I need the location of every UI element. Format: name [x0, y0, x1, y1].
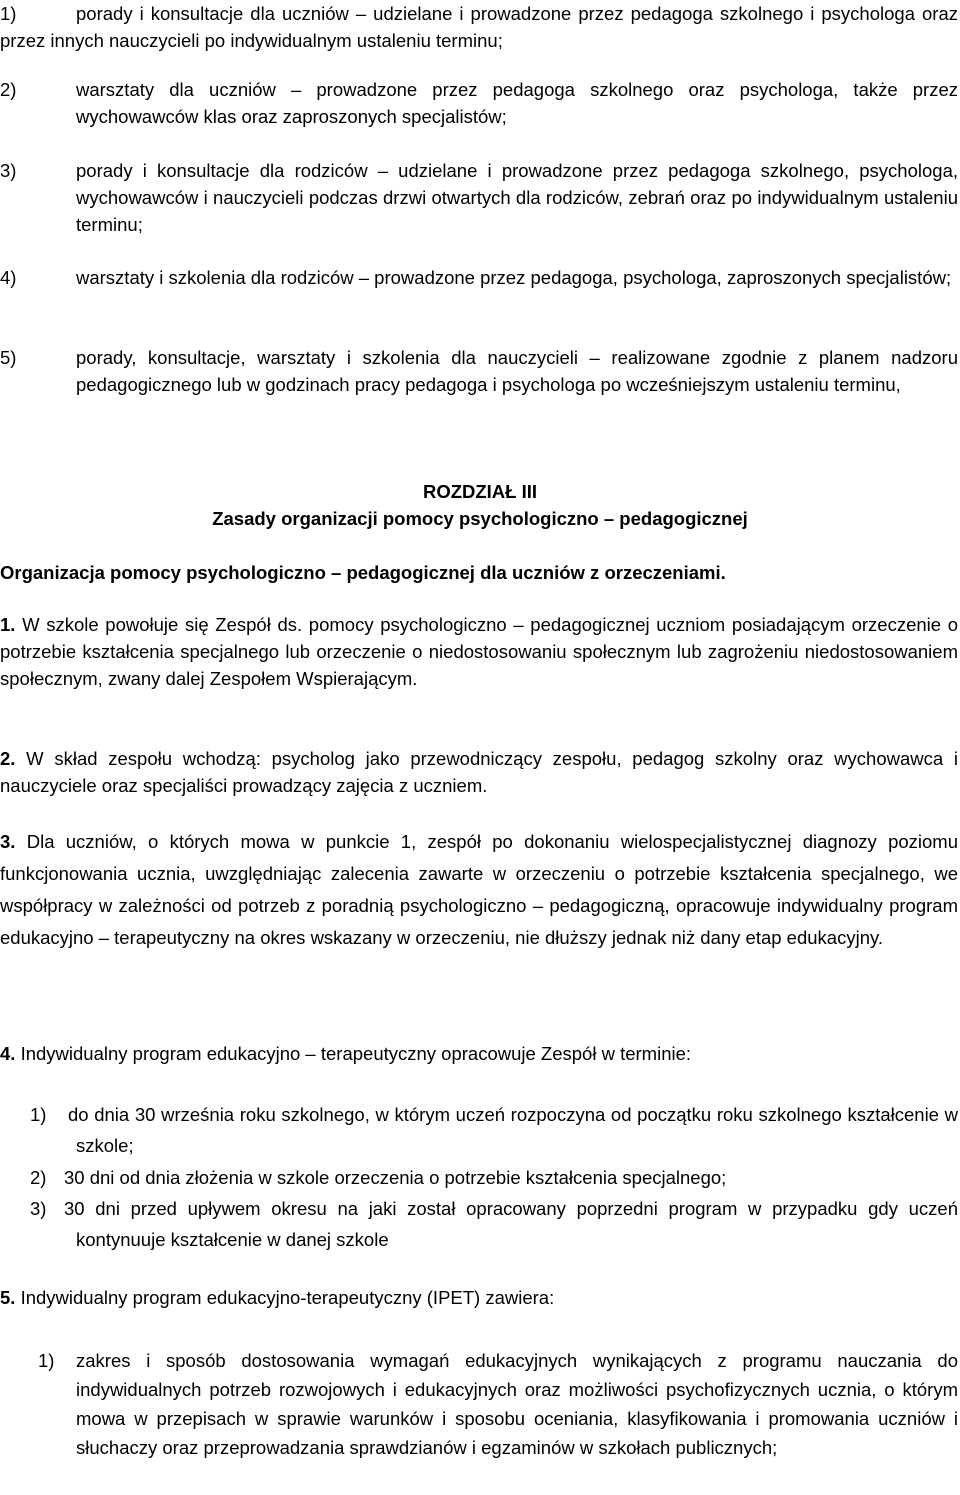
paragraph-text: Indywidualny program edukacyjno – terapeutyczny opracowuje Zespół w terminie:: [20, 1043, 692, 1064]
list-item-text: zakres i sposób dostosowania wymagań edukacyjnych wynikających z programu nauczania do indywidualnych potrzeb rozwojowych i edukacyjnych oraz możliwości psychofizycznych ucznia, o którym mowa w przepisach w sprawie warunków i sposobu oceniania, klasyfikowania i promowania uczniów i słuchaczy oraz przeprowadzania sprawdzianów i egzaminów w szkołach publicznych;: [76, 1350, 958, 1458]
paragraph-number: 5.: [0, 1287, 16, 1308]
list-item-text: do dnia 30 września roku szkolnego, w którym uczeń rozpoczyna od początku roku szkolnego kształcenie w szkole;: [68, 1104, 958, 1156]
list-item-text: porady, konsultacje, warsztaty i szkolenia dla nauczycieli – realizowane zgodnie z planem nadzoru pedagogicznego lub w godzinach pracy pedagoga i psychologa po wcześniejszym ustaleniu terminu,: [76, 347, 958, 395]
paragraph: [0, 745, 958, 799]
list-item: [0, 157, 958, 238]
paragraph-text: Dla uczniów, o których mowa w punkcie 1, zespół po dokonaniu wielospecjalistycznej diagnozy poziomu funkcjonowania ucznia, uwzględniając zalecenia zawarte w orzeczeniu o potrzebie kształcenia specjalnego, we współpracy w zależności od potrzeb z poradnią psychologiczno – pedagogiczną, opracowuje indywidualny program edukacyjno – terapeutyczny na okres wskazany w orzeczeniu, nie dłuższy jednak niż dany etap edukacyjny.: [0, 831, 958, 948]
list-item-number: 1): [30, 1104, 47, 1125]
list-item: [0, 1162, 958, 1193]
paragraph-text: W skład zespołu wchodzą: psycholog jako przewodniczący zespołu, pedagog szkolny oraz wychowawca i nauczyciele oraz specjaliści prowadzący zajęcia z uczniem.: [0, 748, 958, 796]
list-item-text: 30 dni od dnia złożenia w szkole orzeczenia o potrzebie kształcenia specjalnego;: [64, 1167, 727, 1188]
paragraph: [0, 826, 958, 954]
list-item-text: porady i konsultacje dla uczniów – udzielane i prowadzone przez pedagoga szkolnego i psychologa oraz przez innych nauczycieli po indywidualnym ustaleniu terminu;: [0, 3, 958, 51]
list-item-number: 2): [0, 79, 17, 100]
list-item-number: 1): [38, 1350, 55, 1371]
chapter-number: ROZDZIAŁ III: [422, 481, 538, 502]
list-item-number: 1): [0, 3, 17, 24]
list-item-number: 3): [30, 1198, 47, 1219]
list-item-number: 4): [0, 267, 17, 288]
list-item: [0, 0, 958, 54]
list-item-text: warsztaty i szkolenia dla rodziców – prowadzone przez pedagoga, psychologa, zaproszonych specjalistów;: [76, 267, 952, 288]
list-item-number: 5): [0, 347, 17, 368]
list-item-text: porady i konsultacje dla rodziców – udzielane i prowadzone przez pedagoga szkolnego, psychologa, wychowawców i nauczycieli podczas drzwi otwartych dla rodziców, zebrań oraz po indywidualnym ustaleniu terminu;: [76, 160, 958, 235]
paragraph-text: Indywidualny program edukacyjno-terapeutyczny (IPET) zawiera:: [20, 1287, 555, 1308]
list-item: [0, 1193, 958, 1255]
list-item: [0, 344, 958, 398]
list-item: [0, 1346, 958, 1462]
list-item-text: warsztaty dla uczniów – prowadzone przez pedagoga szkolnego oraz psychologa, także przez wychowawców klas oraz zaproszonych specjalistów;: [76, 79, 958, 127]
list-item: [0, 1099, 958, 1161]
section-title: Organizacja pomocy psychologiczno – pedagogicznej dla uczniów z orzeczeniami.: [0, 562, 726, 583]
paragraph: [0, 611, 958, 692]
paragraph-number: 1.: [0, 614, 16, 635]
paragraph: [0, 1040, 958, 1067]
list-item-number: 2): [30, 1167, 47, 1188]
list-item-text: 30 dni przed upływem okresu na jaki został opracowany poprzedni program w przypadku gdy uczeń kontynuuje kształcenie w danej szkole: [64, 1198, 958, 1250]
paragraph-number: 4.: [0, 1043, 16, 1064]
list-item: [0, 76, 958, 130]
paragraph-text: W szkole powołuje się Zespół ds. pomocy psychologiczno – pedagogicznej uczniom posiadającym orzeczenie o potrzebie kształcenia specjalnego lub orzeczenie o niedostosowaniu społecznym lub zagrożeniu niedostosowaniem społecznym, zwany dalej Zespołem Wspierającym.: [0, 614, 958, 689]
paragraph: [0, 1284, 958, 1311]
list-item-number: 3): [0, 160, 17, 181]
paragraph-number: 2.: [0, 748, 16, 769]
list-item: [0, 264, 958, 291]
paragraph-number: 3.: [0, 831, 16, 852]
chapter-title: Zasady organizacji pomocy psychologiczno – pedagogicznej: [212, 508, 748, 529]
